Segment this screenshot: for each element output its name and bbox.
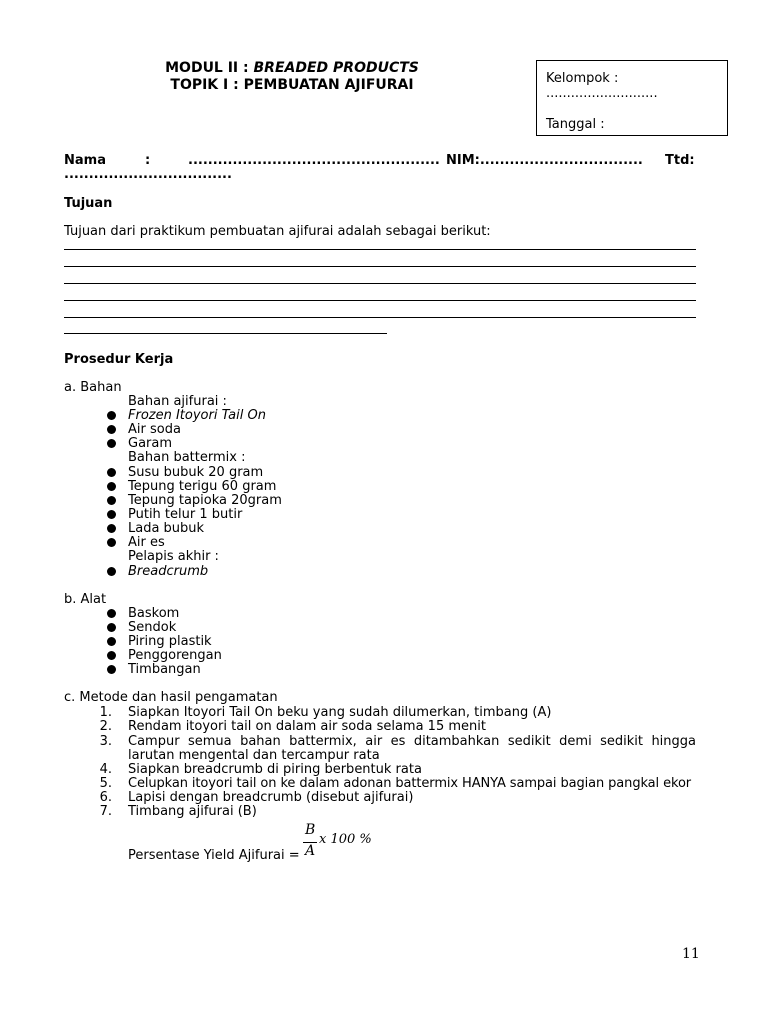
bullet-icon — [107, 496, 116, 505]
bahan-ajifurai-title: Bahan ajifurai : — [128, 394, 227, 409]
bullet-icon — [107, 637, 116, 646]
list-item: Penggorengan — [128, 648, 222, 663]
step-number: 6. — [99, 790, 112, 805]
prosedur-heading: Prosedur Kerja — [64, 352, 174, 367]
bullet-icon — [107, 510, 116, 519]
metode-label: c. Metode dan hasil pengamatan — [64, 690, 278, 705]
formula-denominator: A — [305, 843, 316, 859]
nama-label: Nama — [64, 153, 106, 168]
answer-line — [64, 249, 696, 250]
step-text: Siapkan breadcrumb di piring berbentuk rata — [128, 762, 422, 777]
module-title-italic: BREADED PRODUCTS — [253, 60, 419, 76]
step-number: 5. — [99, 776, 112, 791]
bullet-icon — [107, 651, 116, 660]
list-item: Breadcrumb — [128, 564, 209, 579]
bullet-icon — [107, 425, 116, 434]
list-item: Tepung terigu 60 gram — [128, 479, 277, 494]
pelapis-title: Pelapis akhir : — [128, 549, 219, 564]
nim-field: NIM:................................. — [446, 153, 643, 168]
answer-line — [64, 283, 696, 284]
bullet-icon — [107, 439, 116, 448]
bullet-icon — [107, 468, 116, 477]
module-title — [102, 60, 482, 77]
list-item: Garam — [128, 436, 173, 451]
answer-line — [64, 317, 696, 318]
step-number: 2. — [99, 719, 112, 734]
ttd-label: Ttd: — [665, 153, 695, 168]
list-item: Air soda — [128, 422, 181, 437]
topic-title: TOPIK I : PEMBUATAN AJIFURAI — [170, 77, 414, 93]
tanggal-label: Tanggal : — [546, 117, 605, 132]
bullet-icon — [107, 524, 116, 533]
answer-line — [64, 266, 696, 267]
step-number: 1. — [99, 705, 112, 720]
step-text: Celupkan itoyori tail on ke dalam adonan battermix HANYA sampai bagian pangkal ekor — [128, 776, 692, 791]
list-item: Air es — [128, 535, 165, 550]
list-item: Baskom — [128, 606, 180, 621]
list-item: Tepung tapioka 20gram — [128, 493, 282, 508]
step-number: 7. — [99, 804, 112, 819]
bullet-icon — [107, 411, 116, 420]
step-number: 3. — [99, 734, 112, 749]
bullet-icon — [107, 482, 116, 491]
step-text: Rendam itoyori tail on dalam air soda selama 15 menit — [128, 719, 486, 734]
list-item: Frozen Itoyori Tail On — [128, 408, 266, 423]
step-text: Campur semua bahan battermix, air es ditambahkan sedikit demi sedikit hingga larutan mengental dan tercampur rata — [128, 734, 696, 763]
tujuan-heading: Tujuan — [64, 196, 113, 211]
step-text: Lapisi dengan breadcrumb (disebut ajifurai) — [128, 790, 414, 805]
bahan-label: a. Bahan — [64, 380, 122, 395]
step-number: 4. — [99, 762, 112, 777]
formula-tail: x 100 % — [319, 832, 372, 847]
bullet-icon — [107, 538, 116, 547]
tujuan-intro: Tujuan dari praktikum pembuatan ajifurai adalah sebagai berikut: — [64, 224, 491, 239]
list-item: Piring plastik — [128, 634, 212, 649]
bullet-icon — [107, 623, 116, 632]
list-item: Timbangan — [128, 662, 201, 677]
step-text: Timbang ajifurai (B) — [128, 804, 257, 819]
ttd-field: .................................. — [64, 167, 232, 182]
alat-label: b. Alat — [64, 592, 107, 607]
answer-line — [64, 300, 696, 301]
bullet-icon — [107, 609, 116, 618]
answer-line — [64, 333, 387, 334]
kelompok-dots: ........................... — [546, 86, 658, 101]
module-title-prefix: MODUL II : — [165, 60, 254, 76]
nama-colon: : — [145, 153, 151, 168]
kelompok-label: Kelompok : — [546, 71, 619, 86]
list-item: Putih telur 1 butir — [128, 507, 243, 522]
nama-field: ................................................... — [188, 153, 440, 168]
list-item: Lada bubuk — [128, 521, 205, 536]
page-number: 11 — [682, 946, 700, 962]
formula-numerator: B — [305, 822, 316, 838]
list-item: Sendok — [128, 620, 177, 635]
bullet-icon — [107, 567, 116, 576]
step-text: Siapkan Itoyori Tail On beku yang sudah dilumerkan, timbang (A) — [128, 705, 552, 720]
bullet-icon — [107, 665, 116, 674]
battermix-title: Bahan battermix : — [128, 450, 246, 465]
list-item: Susu bubuk 20 gram — [128, 465, 264, 480]
group-date-box — [536, 60, 728, 136]
formula-label: Persentase Yield Ajifurai = — [128, 848, 300, 863]
